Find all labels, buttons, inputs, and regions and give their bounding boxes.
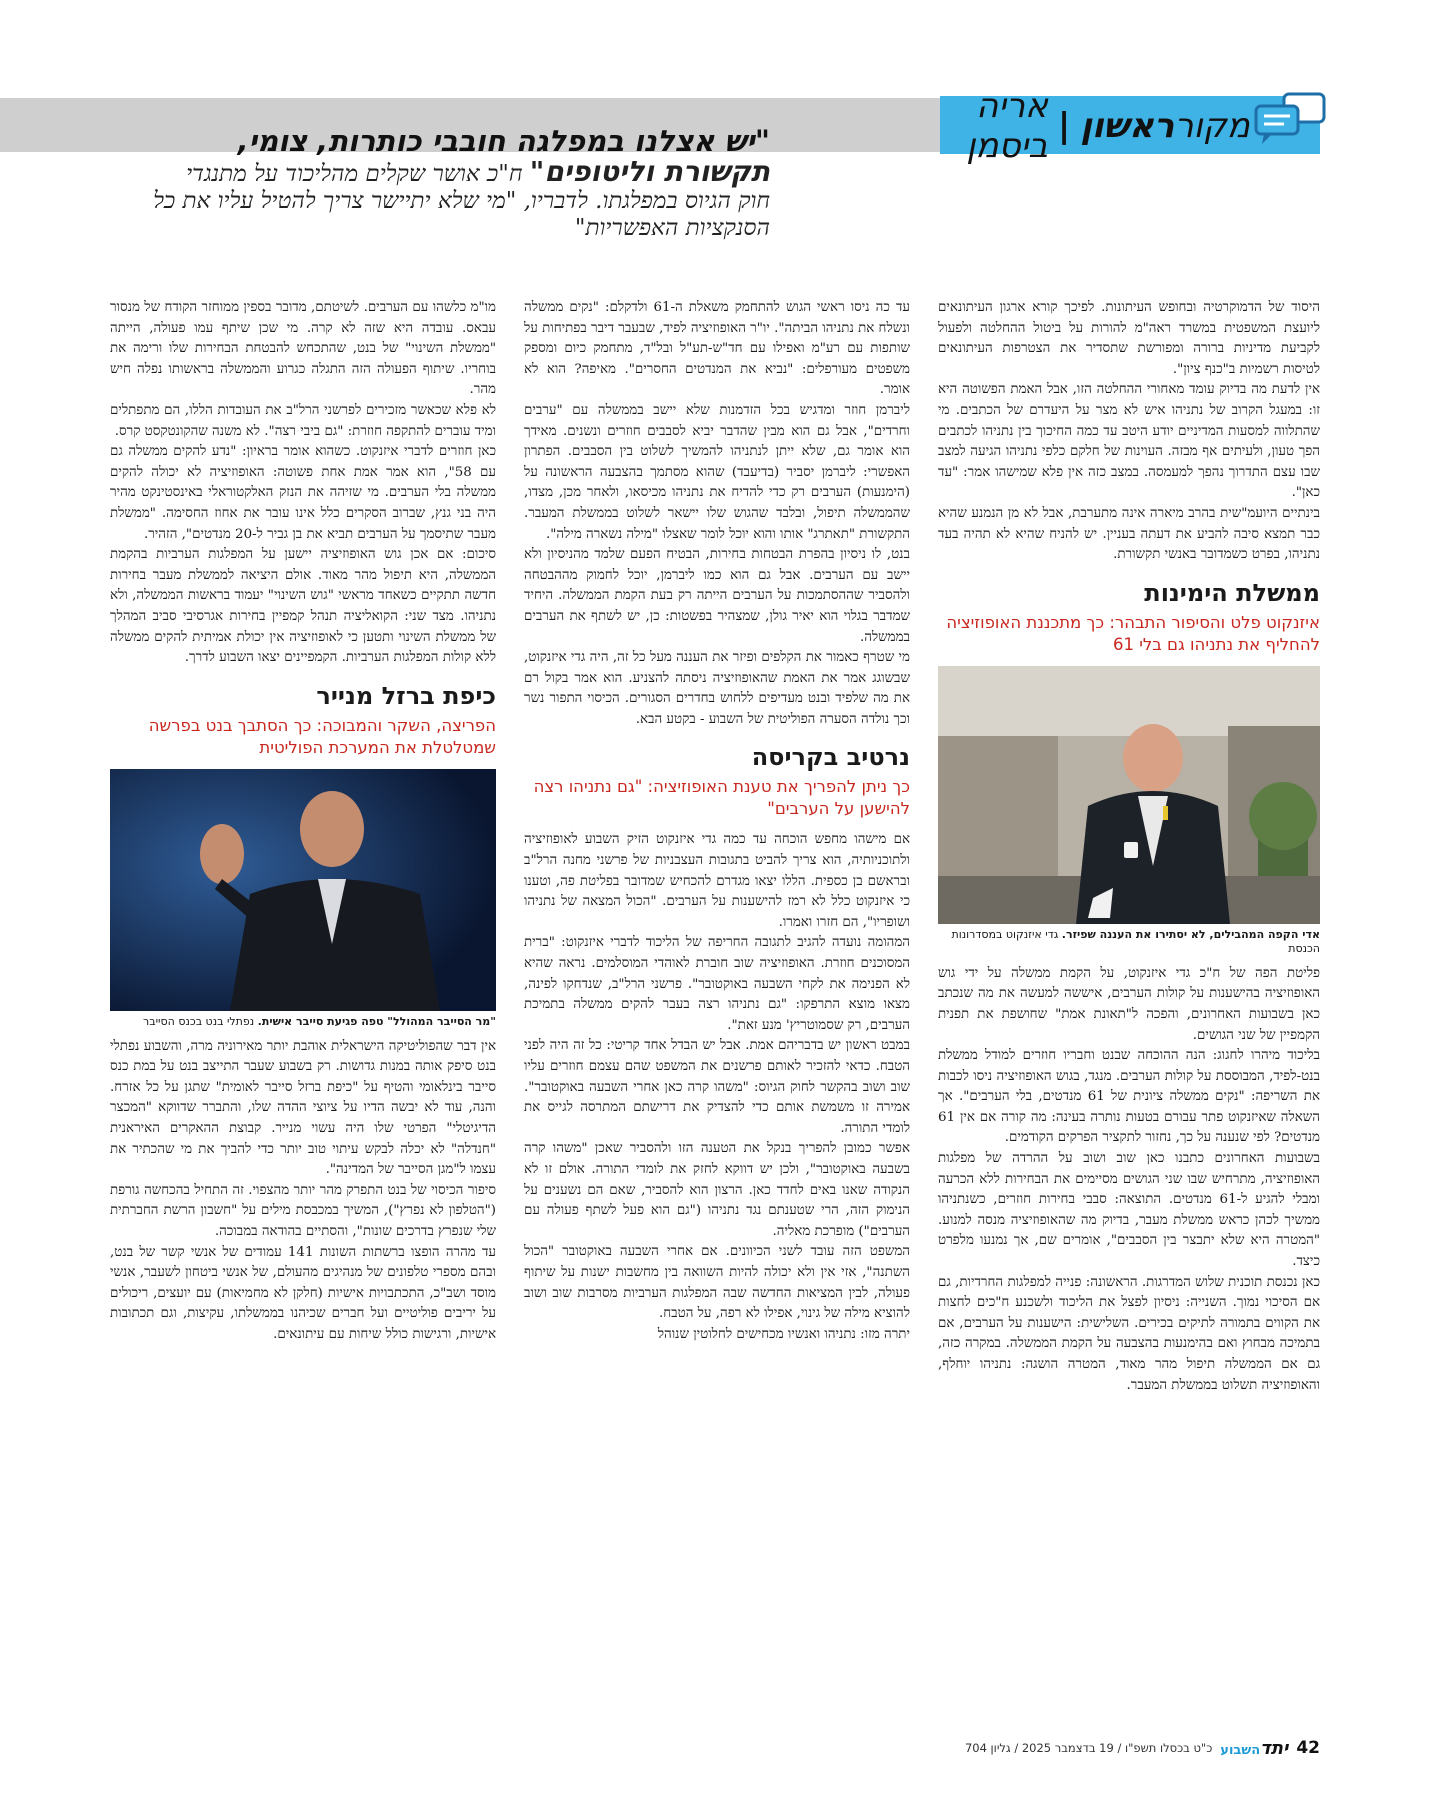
issue-info: כ"ט בכסלו תשפ"ו / 19 בדצמבר 2025 / גליון 704 <box>964 1741 1213 1755</box>
photo-eisenkot-image <box>938 666 1320 924</box>
paragraph: יתרה מזו: נתניהו ואנשיו מכחישים לחלוטין שנוהל <box>657 1326 910 1342</box>
logo-separator: | <box>1057 106 1071 146</box>
paragraph: ליברמן חוזר ומדגיש בכל הזדמנות שלא יישב בממשלה עם "ערבים וחרדים", אבל גם הוא מבין שהדבר יביא לסבבים חוזרים ונשנים. מאידך הוא אומר גם, שלא ייתן לנתניהו להמשיך לשלוט בין הסבבים. הפתרון האפשרי: ליברמן יסביר (בדיעבד) שהוא מסתמך בהצבעה הראשונה על (הימנעות) הערבים רק כדי להדיח את נתניהו מכיסאו, ולאחר מכן, מצדו, שהממשלה תיפול, ובלבד שהגוש שלו יישאר לשלוט בממשלת המעבר. התקשורת "תאתרג" אותו והוא יוכל לומר שאצלו "מילה נשארה מילה". <box>524 402 910 542</box>
paragraph: אין דבר שהפוליטיקה הישראלית אוהבת יותר מאירוניה מרה, והשבוע נפתלי בנט סיפק אותה במנות גדושות. רק בשבוע שעבר התייצב בנט על במת כנס סייבר בינלאומי והטיף על "כיפת ברזל סייבר לאומית" שתגן על כל אזרח. והנה, עוד לא יבשה הדיו על ציוצי ההדה שלו, והתברר שדווקא "המכצר הדיגיטלי" הפרטי שלו היה עשוי מנייר. קבוצת ההאקרים האיראנית "חנדלה" לא יכלה לבקש עיתוי טוב יותר כדי להביך את מי שהכתיר את עצמו ל"מגן הסייבר של המדינה". <box>110 1038 496 1178</box>
logo-rishon: ראשון <box>1080 106 1175 146</box>
paragraph: לא פלא שכאשר מזכירים לפרשני הרל"ב את העובדות הללו, הם מתפתלים ומיד עוברים להתקפה חוזרת: "גם ביבי רצה". לא משנה שהקונטקסט קרס. <box>110 402 496 439</box>
caption-rest: גדי איזנקוט במסדרונות הכנסת <box>951 927 1320 955</box>
brand-main: יתד <box>1260 1737 1289 1759</box>
column-middle <box>524 298 910 1345</box>
paragraph: במבט ראשון יש בדבריהם אמת. אבל יש הבדל אחד קריטי: כל זה היה לפני הטבח. כדאי להזכיר לאותם פרשנים את המשפט שהם עצמם חוזרים עליו שוב ושוב בהקשר לחוק הגיוס: "משהו קרה כאן אחרי השבעה באוקטובר". אמירה זו משמשת אותם כדי להצדיק את דרישתם המתרסה לגייס את לומדי התורה. <box>524 1038 910 1136</box>
caption-bold: "מר הסייבר המהולל" טפה פגיעת סייבר אישית. <box>257 1014 496 1028</box>
logo-source: מקור <box>1174 106 1250 146</box>
paragraph: בנט, לו ניסיון בהפרת הבטחות בחירות, הבטיח הפעם שלמד מהניסיון ולא יישב עם הערבים. אבל גם הוא כמו ליברמן, יוכל לחמוק מההבטחה ולהסביר שההסתמכות על הערבים הייתה רק בעת הקמת הממשלה. היחיד שמדבר בגלוי הוא יאיר גולן, שמצהיר בפשטות: כן, יש לשתף את הערבים בממשלה. <box>524 547 910 645</box>
photo-eisenkot <box>938 666 1320 924</box>
paragraph: עד כה ניסו ראשי הגוש להתחמק משאלת ה-61 ולדקלם: "נקים ממשלה ונשלח את נתניהו הביתה". יו"ר האופוזיציה לפיד, שבעבר דיבר בפתיחות על שותפות עם רע"מ ואפילו עם חד"ש-תע"ל ובל"ד, מתחמק כיום ומספק משפטים מעורפלים: "נביא את המנדטים החסרים". מאיפה? הוא לא אומר. <box>524 300 910 398</box>
column-left <box>110 298 496 1346</box>
paragraph: היסוד של הדמוקרטיה ובחופש העיתונות. לפיכך קורא ארגון העיתונאים ליועצת המשפטית במשרד ראה"מ להורות על ביטול ההחלטה ולפעול לקביעת מדיניות ברורה ומפורשת שתסדיר את הצטרפות העיתונאים לטיסות רשמיות ב"כנף ציון". <box>938 300 1320 377</box>
caption-rest: נפתלי בנט בכנס הסייבר <box>143 1014 258 1028</box>
paragraph: המשפט הזה עובד לשני הכיוונים. אם אחרי השבעה באוקטובר "הכול השתנה", אזי אין ולא יכולה להיות השוואה בין מחשבות ישנות על שיתוף פעולה, לבין המציאות החדשה שבה המפלגות הערביות מסרבות שוב ושוב להוציא מילה של גינוי, אפילו לא רפה, על הטבח. <box>524 1244 910 1322</box>
column-logo <box>950 86 1250 166</box>
subheadline-rest: מתנגדי חוק הגיוס במפלגתו. לדבריו, "מי שלא יתיישר צריך להטיל עליו את כל הסנקציות האפשריות" <box>153 161 770 241</box>
headline-line2-rest: ח"כ אושר שקלים מהליכוד על <box>254 161 530 187</box>
photo-bennett <box>110 769 496 1011</box>
logo-author: אריה ביסמן <box>966 86 1048 166</box>
caption-bold: אדי הקפה המהבילים, לא יסתירו את העננה שפיזר. <box>1061 927 1320 941</box>
magazine-brand <box>1220 1738 1288 1759</box>
photo-caption-right <box>938 928 1320 956</box>
section-title-right: ממשלת הימינות <box>1144 578 1320 607</box>
page-number: 42 <box>1296 1738 1320 1758</box>
paragraph: מי שטרף כאמור את הקלפים ופיזר את העננה מעל כל זה, היה גדי איזנקוט, שבשוגג אמר את האמת שהאופוזיציה ניסתה להצניע. הוא אמר בקול רם את מה שלפיד ובנט מעדיפים ללחוש בחדרים הסגורים. הכיסוי התפור נשר וכך נולדה הסערה הפוליטית של השבוע - בקטע הבא. <box>524 650 910 727</box>
photo-bennett-image <box>110 769 496 1011</box>
paragraph: פליטת הפה של ח"כ גדי איזנקוט, על הקמת ממשלה על ידי גוש האופוזיציה בהישענות על קולות הערבים, איששה למעשה את מה שנכתב כאן בשבועות האחרונים, והפכה ל"תאונת אמת" שחושפת את תפנית הקמפיין של שני הגושים. <box>938 965 1320 1043</box>
paragraph: אם מישהו מחפש הוכחה עד כמה גדי איזנקוט הזיק השבוע לאופוזיציה ולתוכניותיה, הוא צריך להביט בתגובות העצבניות של פרשני מחנה הרל"ב ובראשם בן כספית. הללו יצאו מגדרם להכחיש שמדובר בפליטת פה, וטענו כי איזנקוט כלל לא רמז להישענות על הערבים. "הכול המצאה של נתניהו ושופריו", הם חזרו ואמרו. <box>524 832 910 930</box>
paragraph: בליכוד מיהרו לחגוג: הנה ההוכחה שבנט וחבריו חוזרים למודל ממשלת בנט-לפיד, המבוססת על קולות הערבים. מנגד, בגוש האופוזיציה ניסו לכבות את השריפה: "נקים ממשלה ציונית של 61 מנדטים, בלי הערבים". אך השאלה שאיזנקוט פתר עבורם בטעות נותרה בעינה: מה קורה אם אין 61 מנדטים? לפי שנענה על כך, נחזור לתקציר הפרקים הקודמים. <box>938 1048 1320 1146</box>
speech-bubbles-icon <box>1250 88 1330 150</box>
paragraph: עד מהרה הופצו ברשתות השונות 141 עמודים של אנשי קשר של בנט, ובהם מספרי טלפונים של מנהיגים מהעולם, של אנשי ביטחון לשעבר, אנשי מוסד ושב"כ, התכתבויות אישיות (חלקן לא מחמיאות) עם יועצים, ריכולים על יריבים פוליטיים ועל חברים שכיהנו בממשלתו, עקיצות, וגם תכתובות אישיות, ורגישות כולל שיחות עם עיתונאים. <box>110 1244 496 1342</box>
paragraph: המהומה נועדה להגיב לתגובה החריפה של הליכוד לדברי איזנקוט: "ברית המסוכנים חוזרת. האופוזיציה שוב חוברת לאוהדי המוסלמים. נראה שהיא לא הפנימה את לקחי השבעה באוקטובר". פרשני הרל"ב, שנדחקו לפינה, מצאו מוצא התרפקו: "גם נתניהו רצה בעבר להקים ממשלה בתמיכת הערבים, רק שסמוטריץ' מנע זאת". <box>524 935 910 1033</box>
paragraph: כאן נכנסת תוכנית שלוש המדרגות. הראשונה: פנייה למפלגות החרדיות, גם אם הסיכוי נמוך. השנייה: ניסיון לפצל את הליכוד ולשכנע ח"כים לחצות את הקווים בתמורה לתיקים בכירים. השלישית: הישענות על הערבים, אם בתמיכה מבחוץ ואם בהימנעות בהצבעה על הקמת הממשלה. במקרה כזה, גם אם הממשלה תיפול מהר מאוד, המטרה הושגה: נתניהו יוחלף, והאופוזיציה תשלוט בממשלת המעבר. <box>938 1274 1320 1393</box>
paragraph: אפשר כמובן להפריך בנקל את הטענה הזו ולהסביר שאכן "משהו קרה בשבעה באוקטובר", ולכן יש דווקא לחזק את לומדי התורה. אולם זו לא הנקודה שאנו באים לחדד כאן. הרצון הוא להסביר, שאם הם נשענים על הנימוק הזה, הרי שטענתם נגד נתניהו ("גם הוא פעל לשתף פעולה עם הערבים") מופרכת מאליה. <box>524 1141 910 1239</box>
photo-caption-left <box>110 1015 496 1029</box>
page-footer <box>900 1737 1320 1759</box>
section-subtitle-right: איזנקוט פלט והסיפור התבהר: כך מתכננת האופוזיציה להחליף את נתניהו גם בלי 61 <box>946 612 1320 654</box>
paragraph: סיכום: אם אכן גוש האופוזיציה יישען על המפלגות הערביות בהקמת הממשלה, היא תיפול מהר מאוד. אולם היציאה לממשלת מעבר בחירות חדשה תתקיים כשאחד מראשי "גוש השינוי" יעמוד בראשות הממשלה, ולא נתניהו. מצד שני: הקואליציה תנהל קמפיין בחירות אגרסיבי סביב המהלך של ממשלת השינוי ותטען כי לאופוזיציה אין יכולת אמיתית להקים ממשלה ללא קולות המפלגות הערביות. הקמפיינים יצאו השבוע לדרך. <box>110 547 496 666</box>
paragraph: בשבועות האחרונים כתבנו כאן שוב ושוב על ההרדה של מפלגות האופוזיציה, מתרחיש שבו שני הגושים מסיימים את הבחירות ללא הכרעה ומבלי להגיע ל-61 מנדטים. התוצאה: סבבי בחירות חוזרים, כשנתניהו ממשיך לכהן כראש ממשלת מעבר, בדיוק מה שהאופוזיציה מנסה למנוע. "המטרה היא שלא יתבצר בין הסבבים", אומרים שם, אך נמנעו מלפרט כיצד. <box>938 1151 1320 1270</box>
brand-sub: השבוע <box>1220 1742 1261 1758</box>
paragraph: סיפור הכיסוי של בנט התפרק מהר יותר מהצפוי. זה התחיל בהכחשה גורפת ("הטלפון לא נפרץ"), המשיך במכבסת מילים על "חשבון הרשת החברתית שלי שנפרץ בדרכים שונות", והסתיים בהודאה במבוכה. <box>110 1182 496 1240</box>
section-subtitle-middle: כך ניתן להפריך את טענת האופוזיציה: "גם נתניהו רצה להישען על הערבים" <box>533 777 910 819</box>
paragraph: בינתיים היועמ"שית בהרב מיארה אינה מתערבת, אבל לא מן הנמנע שהיא כבר תמצא סיבה להביע את דעתה בעניין. יש להניח שהיא לא תהיה בעד נתניהו, בפרט כשמדובר באנשי תקשורת. <box>938 505 1320 563</box>
section-subtitle-left: הפריצה, השקר והמבוכה: כך הסתבך בנט בפרשה שמטלטלת את המערכת הפוליטית <box>148 715 496 757</box>
subheadline <box>150 155 770 242</box>
column-right <box>938 298 1320 1396</box>
section-title-left: כיפת ברזל מנייר <box>316 681 496 710</box>
section-title-middle: נרטיב בקריסה <box>751 743 910 772</box>
headline-line2-bold: תקשורת וליטופים" <box>529 155 770 188</box>
paragraph: אין לדעת מה בדיוק עומד מאחורי ההחלטה הזו, אבל האמת הפשוטה היא זו: במעגל הקרוב של נתניהו איש לא מצר על היעדרם של הכתבים. מי שהתלווה למסעות המדיניים יודע היטב עד כמה החיכוך בין נתניהו לכתבים הפך טעון, ולעיתים אף מבזה. העוינות של חלקם כלפי נתניהו הגיעה למצב שבו עצם התדרוך נהפך למעמסה. במצב כזה אין פלא שמישהו אמר: "עד כאן". <box>938 382 1320 501</box>
paragraph: כאן חוזרים לדברי איזנקוט. כשהוא אומר בראיון: "נדע להקים ממשלה גם עם 58", הוא אמר אמת אחת פשוטה: האופוזיציה לא יכולה להקים ממשלה בלי הערבים. מי שזיהה את הנזק האלקטוראלי באינסטינקט מהיר היה בני גנץ, שברוב הסקרים כלל אינו עובר את אחוז החסימה. "ממשלת מעבר שתיסמך על הערבים תביא את בן גביר ל-20 מנדטים", הזהיר. <box>110 444 496 542</box>
paragraph: מו"מ כלשהו עם הערבים. לשיטתם, מדובר בספין ממוחזר הקודח של מנסור עבאס. עובדה היא שזה לא קרה. מי שכן שיתף עמו פעולה, הייתה "ממשלת השינוי" של בנט, שהתכחש להבטחת הבחירות שלו ורימה את בוחריו. שיתוף הפעולה הזה התגלה כגרוע והממשלה בראשותו נפלה חיש מהר. <box>110 300 496 398</box>
headline-line1: "יש אצלנו במפלגה חובבי כותרות, צומי, <box>237 124 770 158</box>
